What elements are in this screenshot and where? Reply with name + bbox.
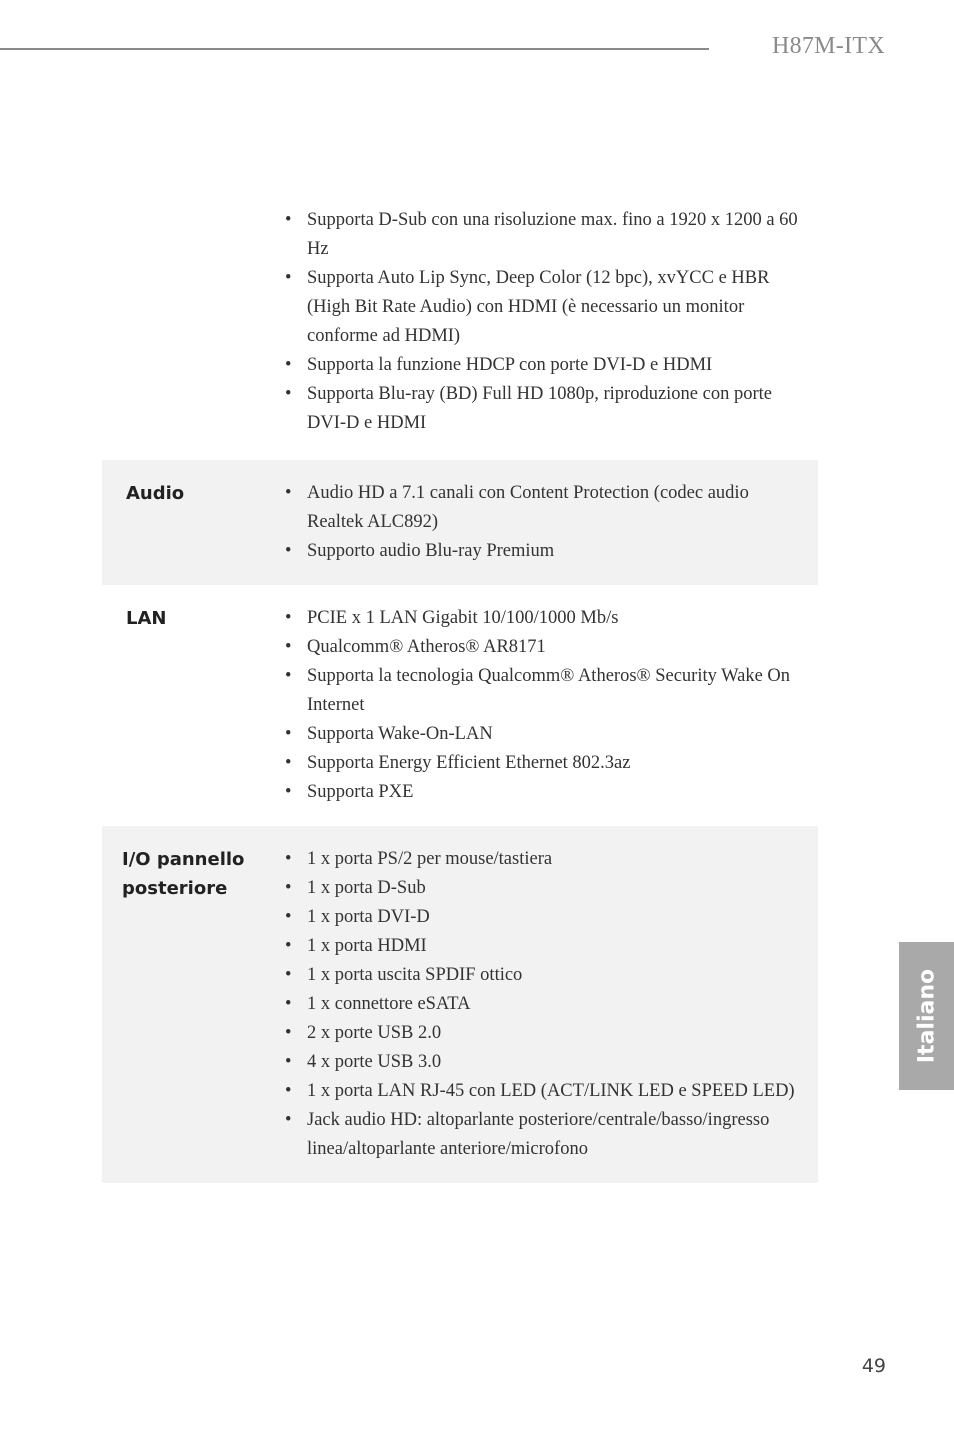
list-item: • Audio HD a 7.1 canali con Content Protection (codec audio Realtek ALC892) — [283, 479, 798, 537]
list-item: • Qualcomm® Atheros® AR8171 — [283, 633, 798, 662]
model-title: H87M-ITX — [771, 33, 885, 59]
page-number: 49 — [861, 1355, 886, 1377]
list-item: • Supporta la funzione HDCP con porte DVI-D e HDMI — [283, 351, 798, 380]
io-spec-list — [283, 845, 818, 1164]
list-item: • Supporta Energy Efficient Ethernet 802.3az — [283, 749, 798, 778]
list-item: • 1 x porta HDMI — [283, 932, 798, 961]
list-item: • Supporta Auto Lip Sync, Deep Color (12 bpc), xvYCC e HBR (High Bit Rate Audio) con HDMI (è necessario un monitor conforme ad HDMI) — [283, 264, 798, 351]
spec-table — [102, 198, 818, 1183]
list-item: • 1 x porta uscita SPDIF ottico — [283, 961, 798, 990]
list-item: • 1 x porta PS/2 per mouse/tastiera — [283, 845, 798, 874]
list-item: • PCIE x 1 LAN Gigabit 10/100/1000 Mb/s — [283, 604, 798, 633]
section-io — [102, 826, 818, 1183]
audio-spec-list — [283, 479, 818, 566]
video-spec-list — [283, 206, 818, 438]
list-item: • Supporta PXE — [283, 778, 798, 807]
section-label-audio: Audio — [126, 483, 185, 504]
list-item: • Supporta Blu-ray (BD) Full HD 1080p, riproduzione con porte DVI-D e HDMI — [283, 380, 798, 438]
section-label-video — [102, 206, 283, 438]
language-tab — [899, 942, 954, 1090]
list-item: • 1 x connettore eSATA — [283, 990, 798, 1019]
list-item: • 1 x porta LAN RJ-45 con LED (ACT/LINK LED e SPEED LED) — [283, 1077, 798, 1106]
section-label-io: I/O pannello posteriore — [122, 849, 245, 899]
section-label-lan: LAN — [126, 608, 167, 629]
list-item: • Supporta Wake-On-LAN — [283, 720, 798, 749]
section-video — [102, 198, 818, 460]
list-item: • 2 x porte USB 2.0 — [283, 1019, 798, 1048]
list-item: • 4 x porte USB 3.0 — [283, 1048, 798, 1077]
list-item: • Supporto audio Blu-ray Premium — [283, 537, 798, 566]
section-lan — [102, 585, 818, 826]
list-item: • Supporta D-Sub con una risoluzione max. fino a 1920 x 1200 a 60 Hz — [283, 206, 798, 264]
list-item: • Supporta la tecnologia Qualcomm® Atheros® Security Wake On Internet — [283, 662, 798, 720]
list-item: • 1 x porta DVI-D — [283, 903, 798, 932]
list-item: • 1 x porta D-Sub — [283, 874, 798, 903]
list-item: • Jack audio HD: altoparlante posteriore/centrale/basso/ingresso linea/altoparlante anteriore/microfono — [283, 1106, 798, 1164]
section-audio — [102, 460, 818, 585]
header-rule — [0, 48, 709, 50]
language-tab-label: Italiano — [914, 968, 939, 1064]
lan-spec-list — [283, 604, 818, 807]
